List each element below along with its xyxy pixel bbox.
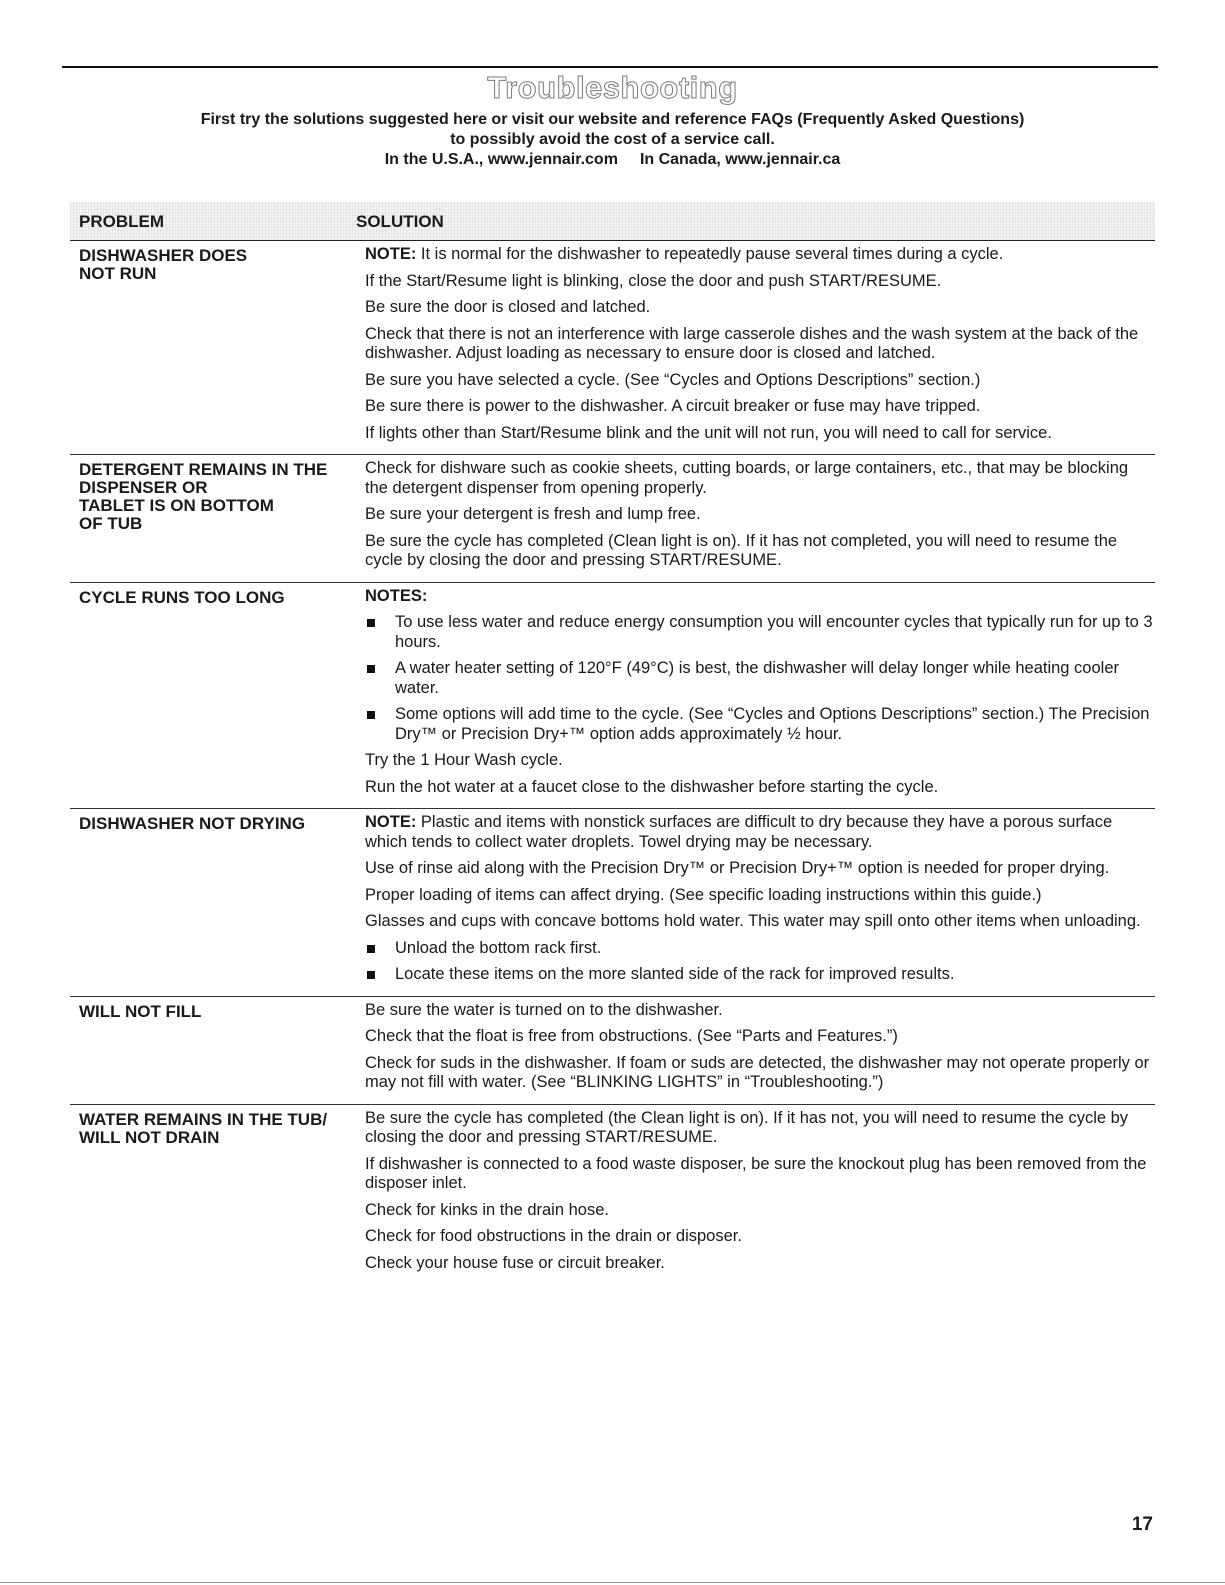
solution-paragraph bbox=[365, 1054, 1155, 1093]
solution-cell bbox=[356, 1001, 1155, 1100]
intro-line-1: First try the solutions suggested here or visit our website and reference FAQs (Frequently Asked Questions) bbox=[200, 111, 1025, 128]
solution-text: Try the 1 Hour Wash cycle. bbox=[365, 751, 563, 769]
page-title: Troubleshooting bbox=[487, 70, 738, 105]
solution-text: Check for dishware such as cookie sheets, cutting boards, or large containers, etc., that may be blocking the detergent dispenser from opening properly. bbox=[365, 459, 1129, 497]
solution-text: To use less water and reduce energy consumption you will encounter cycles that typically run for up to 3 hours. bbox=[395, 613, 1153, 651]
solution-paragraph bbox=[365, 1001, 1155, 1021]
solution-paragraph bbox=[365, 859, 1155, 879]
solution-text: Check for food obstructions in the drain or disposer. bbox=[365, 1227, 742, 1245]
problem-label: DISPENSER OR bbox=[79, 478, 208, 497]
solution-cell bbox=[356, 587, 1155, 805]
solution-text: Be sure the water is turned on to the dishwasher. bbox=[365, 1000, 723, 1019]
solution-text: Unload the bottom rack first. bbox=[395, 938, 602, 957]
bullet-square-icon bbox=[367, 665, 375, 673]
problem-label: WILL NOT FILL bbox=[79, 1001, 202, 1021]
solution-paragraph bbox=[365, 459, 1155, 498]
solution-text: Plastic and items with nonstick surfaces are difficult to dry because they have a porous surface which tends to collect water droplets. Towel drying may be necessary. bbox=[365, 813, 1113, 851]
problem-cell bbox=[70, 459, 356, 578]
note-label: NOTES: bbox=[365, 586, 428, 605]
bottom-rule bbox=[0, 1582, 1225, 1583]
solution-paragraph bbox=[365, 751, 1155, 771]
problem-cell bbox=[70, 245, 356, 450]
problem-label: DISHWASHER NOT DRYING bbox=[79, 814, 306, 833]
solution-paragraph bbox=[365, 587, 1155, 607]
solution-text: Be sure there is power to the dishwasher. A circuit breaker or fuse may have tripped. bbox=[365, 397, 981, 415]
note-label: NOTE: bbox=[365, 245, 417, 263]
solution-text: Be sure the cycle has completed (Clean light is on). If it has not completed, you will need to resume the cycle by closing the door and pressing START/RESUME. bbox=[365, 531, 1118, 569]
table-header bbox=[70, 202, 1155, 241]
solution-text: Check your house fuse or circuit breaker. bbox=[365, 1253, 665, 1272]
problem-cell bbox=[70, 1001, 356, 1100]
solution-text: Check that the float is free from obstructions. (See “Parts and Features.”) bbox=[365, 1027, 898, 1045]
solution-paragraph bbox=[365, 1254, 1155, 1274]
problem-cell bbox=[70, 1109, 356, 1281]
note-label: NOTE: bbox=[365, 813, 417, 831]
solution-text: Check for suds in the dishwasher. If foam or suds are detected, the dishwasher may not operate properly or may not fill with water. (See “BLINKING LIGHTS” in “Troubleshooting.”) bbox=[365, 1053, 1150, 1091]
solution-paragraph bbox=[365, 272, 1155, 292]
solution-paragraph bbox=[365, 1155, 1155, 1194]
intro-urls bbox=[0, 150, 1225, 170]
solution-text: Check that there is not an interference with large casserole dishes and the wash system at the back of the dishwasher. Adjust loading as necessary to ensure door is closed and latched. bbox=[365, 324, 1139, 362]
solution-text: If dishwasher is connected to a food waste disposer, be sure the knockout plug has been removed from the disposer inlet. bbox=[365, 1154, 1147, 1192]
solution-paragraph bbox=[365, 371, 1155, 391]
solution-paragraph bbox=[365, 424, 1155, 444]
solution-text: It is normal for the dishwasher to repeatedly pause several times during a cycle. bbox=[416, 245, 1004, 263]
solution-text: Be sure the door is closed and latched. bbox=[365, 298, 651, 316]
solution-text: Use of rinse aid along with the Precision Dry™ or Precision Dry+™ option is needed for proper drying. bbox=[365, 859, 1110, 877]
solution-cell bbox=[356, 245, 1155, 450]
solution-text: Be sure you have selected a cycle. (See “Cycles and Options Descriptions” section.) bbox=[365, 370, 981, 389]
solution-paragraph bbox=[365, 912, 1155, 932]
problem-label: CYCLE RUNS TOO LONG bbox=[79, 587, 285, 607]
problem-label: DETERGENT REMAINS IN THE bbox=[79, 460, 328, 479]
problem-label: NOT RUN bbox=[79, 264, 157, 283]
us-website: In the U.S.A., www.jennair.com bbox=[384, 151, 618, 168]
solution-text: Locate these items on the more slanted side of the rack for improved results. bbox=[395, 965, 955, 983]
solution-paragraph bbox=[365, 813, 1155, 852]
solution-paragraph bbox=[365, 325, 1155, 364]
table-row bbox=[70, 583, 1155, 810]
solution-paragraph bbox=[365, 1227, 1155, 1247]
bullet-square-icon bbox=[367, 971, 375, 979]
bullet-square-icon bbox=[367, 945, 375, 953]
solution-text: Proper loading of items can affect drying. (See specific loading instructions within this guide.) bbox=[365, 885, 1042, 904]
solution-cell bbox=[356, 813, 1155, 992]
solution-text: Be sure your detergent is fresh and lump free. bbox=[365, 505, 701, 523]
solution-bullet bbox=[365, 939, 1155, 959]
bullet-square-icon bbox=[367, 711, 375, 719]
solution-paragraph bbox=[365, 886, 1155, 906]
solution-cell bbox=[356, 459, 1155, 578]
problem-label: WATER REMAINS IN THE TUB/ bbox=[79, 1109, 328, 1129]
solution-paragraph bbox=[365, 245, 1155, 265]
solution-bullet bbox=[365, 705, 1155, 744]
table-row bbox=[70, 241, 1155, 455]
solution-text: If lights other than Start/Resume blink and the unit will not run, you will need to call for service. bbox=[365, 423, 1052, 442]
solution-text: Check for kinks in the drain hose. bbox=[365, 1200, 609, 1219]
solution-paragraph bbox=[365, 1027, 1155, 1047]
bullet-square-icon bbox=[367, 619, 375, 627]
problem-cell bbox=[70, 813, 356, 992]
problem-label: DISHWASHER DOES bbox=[79, 246, 248, 265]
solution-cell bbox=[356, 1109, 1155, 1281]
solution-text: Run the hot water at a faucet close to the dishwasher before starting the cycle. bbox=[365, 777, 939, 796]
problem-label: OF TUB bbox=[79, 514, 143, 533]
problem-label: WILL NOT DRAIN bbox=[79, 1127, 220, 1147]
solution-paragraph bbox=[365, 397, 1155, 417]
solution-paragraph bbox=[365, 298, 1155, 318]
intro bbox=[0, 110, 1225, 170]
solution-text: Glasses and cups with concave bottoms hold water. This water may spill onto other items when unloading. bbox=[365, 912, 1141, 930]
solution-paragraph bbox=[365, 1201, 1155, 1221]
problem-cell bbox=[70, 587, 356, 805]
page-number: 17 bbox=[1131, 1514, 1153, 1535]
column-header-solution: SOLUTION bbox=[356, 212, 444, 231]
solution-text: Be sure the cycle has completed (the Clean light is on). If it has not, you will need to resume the cycle by closing the door and pressing START/RESUME. bbox=[365, 1108, 1129, 1146]
solution-bullet bbox=[365, 659, 1155, 698]
solution-text: If the Start/Resume light is blinking, close the door and push START/RESUME. bbox=[365, 271, 942, 290]
solution-text: A water heater setting of 120°F (49°C) is best, the dishwasher will delay longer while heating cooler water. bbox=[395, 659, 1119, 697]
canada-website: In Canada, www.jennair.ca bbox=[639, 151, 841, 168]
intro-line-2: to possibly avoid the cost of a service call. bbox=[450, 131, 775, 148]
solution-bullet bbox=[365, 965, 1155, 985]
solution-paragraph bbox=[365, 532, 1155, 571]
solution-paragraph bbox=[365, 1109, 1155, 1148]
solution-bullet bbox=[365, 613, 1155, 652]
solution-paragraph bbox=[365, 505, 1155, 525]
troubleshooting-table bbox=[70, 241, 1155, 1284]
top-rule bbox=[62, 66, 1158, 68]
table-row bbox=[70, 997, 1155, 1105]
solution-paragraph bbox=[365, 778, 1155, 798]
table-row bbox=[70, 809, 1155, 997]
problem-label: TABLET IS ON BOTTOM bbox=[79, 496, 274, 515]
solution-text: Some options will add time to the cycle. (See “Cycles and Options Descriptions” section.) The Precision Dry™ or Precision Dry+™ option adds approximately ½ hour. bbox=[395, 705, 1150, 743]
table-row bbox=[70, 1105, 1155, 1285]
column-header-problem: PROBLEM bbox=[79, 212, 164, 231]
table-row bbox=[70, 455, 1155, 583]
